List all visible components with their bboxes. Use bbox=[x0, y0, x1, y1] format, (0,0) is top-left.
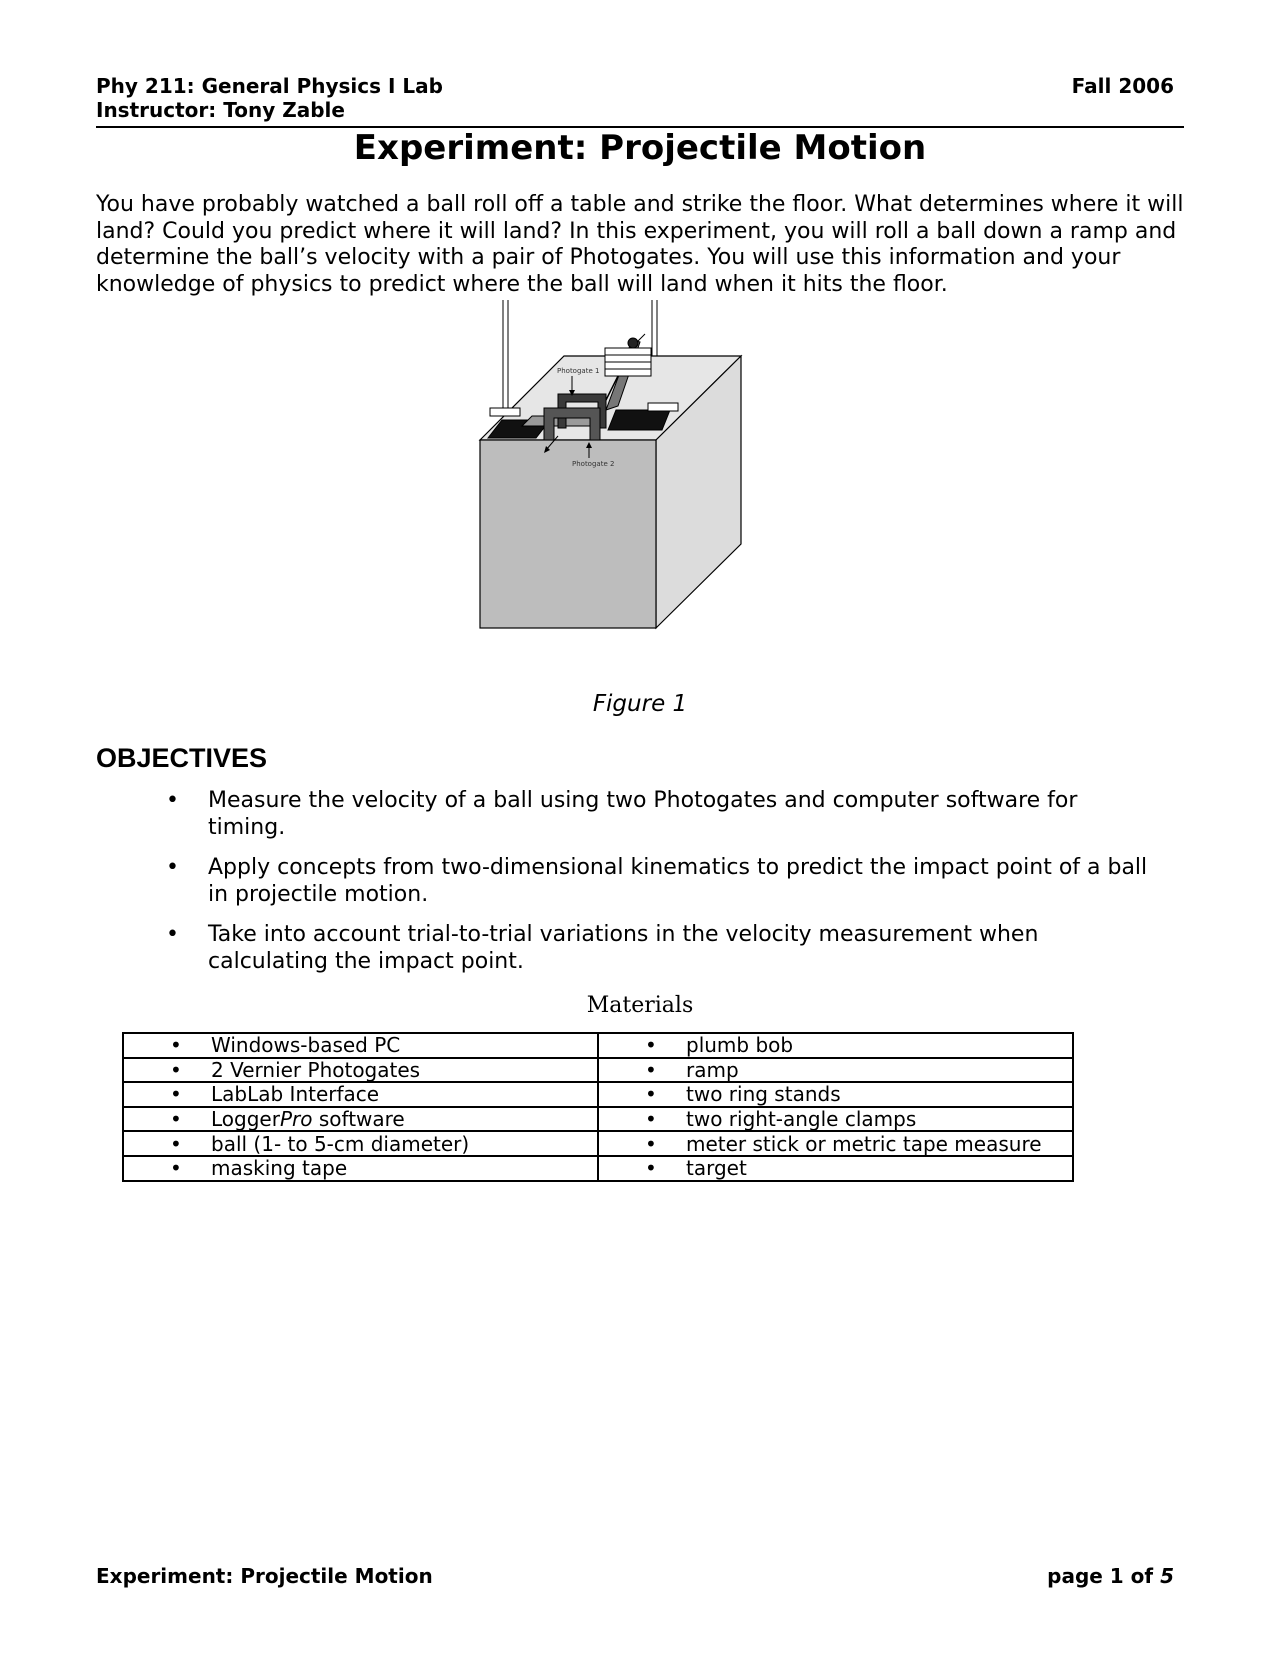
materials-heading: Materials bbox=[586, 993, 694, 1018]
page-title: Experiment: Projectile Motion bbox=[353, 128, 927, 168]
material-item: • target bbox=[645, 1156, 747, 1181]
objective-item bbox=[96, 788, 1156, 841]
bullet-icon: • bbox=[170, 1156, 182, 1181]
material-item: • LoggerPro software bbox=[170, 1107, 405, 1132]
bullet-icon: • bbox=[170, 1131, 182, 1156]
photogate-2-label: Photogate 2 bbox=[572, 460, 615, 468]
material-item: • Windows-based PC bbox=[170, 1033, 401, 1058]
bullet-icon: • bbox=[170, 1082, 182, 1107]
material-item: • ramp bbox=[645, 1057, 739, 1082]
bullet-icon: • bbox=[170, 1033, 182, 1058]
bullet-icon: • bbox=[645, 1057, 657, 1082]
objective-item bbox=[96, 922, 1156, 975]
material-item: • 2 Vernier Photogates bbox=[170, 1057, 421, 1082]
photogate-1-label: Photogate 1 bbox=[557, 367, 600, 375]
objectives-list bbox=[96, 788, 1156, 989]
objective-text: Measure the velocity of a ball using two Photogates and computer software for timing. bbox=[208, 788, 1078, 840]
material-item: • LabLab Interface bbox=[170, 1082, 380, 1107]
table-row bbox=[123, 1131, 1073, 1156]
table-row bbox=[123, 1156, 1073, 1181]
table-row bbox=[123, 1058, 1073, 1083]
bullet-icon: • bbox=[645, 1156, 657, 1181]
bullet-icon: • bbox=[645, 1082, 657, 1107]
bullet-icon: • bbox=[166, 922, 179, 947]
apparatus-figure bbox=[440, 300, 800, 670]
objectives-heading: OBJECTIVES bbox=[96, 743, 268, 773]
support-block-1 bbox=[605, 348, 651, 355]
page-header-left bbox=[96, 74, 443, 122]
bullet-icon: • bbox=[645, 1107, 657, 1132]
ball-arrow bbox=[637, 334, 645, 342]
table-row bbox=[123, 1082, 1073, 1107]
materials-table bbox=[122, 1032, 1074, 1182]
ball bbox=[628, 338, 638, 348]
support-block-4 bbox=[605, 369, 651, 376]
support-block-3 bbox=[605, 362, 651, 369]
term-label: Fall 2006 bbox=[1071, 74, 1174, 98]
objective-item bbox=[96, 855, 1156, 908]
bullet-icon: • bbox=[645, 1033, 657, 1058]
table-front bbox=[480, 440, 656, 628]
clamp-right bbox=[648, 403, 678, 411]
material-item: • plumb bob bbox=[645, 1033, 794, 1058]
footer-title: Experiment: Projectile Motion bbox=[96, 1564, 433, 1588]
table-row bbox=[123, 1107, 1073, 1132]
material-item: • ball (1- to 5-cm diameter) bbox=[170, 1131, 470, 1156]
intro-paragraph: You have probably watched a ball roll off a table and strike the floor. What determines where it will land? Could you predict where it will land? In this experiment, you will roll a ball down a ramp and determine the ball’s velocity with a pair of Photogates. You will use this information and your knowledge of physics to predict where the ball will land when it hits the floor. bbox=[96, 192, 1184, 297]
bullet-icon: • bbox=[166, 855, 179, 880]
material-item: • meter stick or metric tape measure bbox=[645, 1131, 1042, 1156]
bullet-icon: • bbox=[170, 1107, 182, 1132]
table-row bbox=[123, 1033, 1073, 1058]
figure-caption: Figure 1 bbox=[592, 691, 688, 717]
material-item: • two right-angle clamps bbox=[645, 1107, 917, 1132]
objective-text: Apply concepts from two-dimensional kinematics to predict the impact point of a ball in projectile motion. bbox=[208, 855, 1148, 907]
objective-text: Take into account trial-to-trial variations in the velocity measurement when calculating the impact point. bbox=[208, 922, 1039, 974]
bullet-icon: • bbox=[170, 1057, 182, 1082]
clamp-left bbox=[490, 408, 520, 416]
support-block-2 bbox=[605, 355, 651, 362]
material-item: • masking tape bbox=[170, 1156, 348, 1181]
instructor-name: Instructor: Tony Zable bbox=[96, 98, 345, 122]
page-number: page 1 of 5 bbox=[1047, 1564, 1174, 1588]
course-title: Phy 211: General Physics I Lab bbox=[96, 74, 443, 98]
stand-base-right bbox=[608, 410, 670, 430]
bullet-icon: • bbox=[166, 788, 179, 813]
bullet-icon: • bbox=[645, 1131, 657, 1156]
material-item: • two ring stands bbox=[645, 1082, 841, 1107]
